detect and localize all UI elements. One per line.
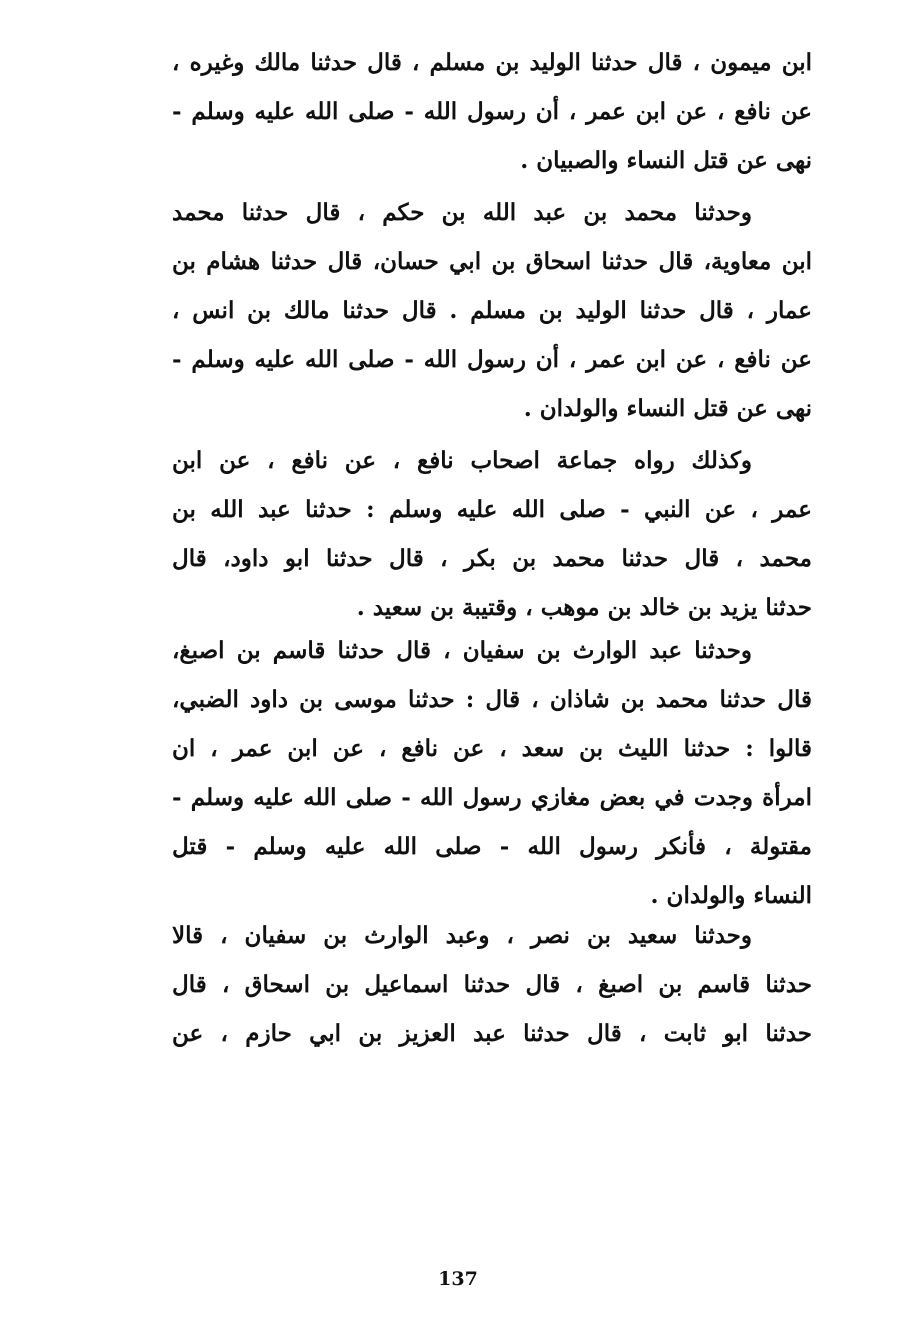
text-line: وحدثنا سعيد بن نصر ، وعبد الوارث بن سفيان ، قالا	[172, 922, 752, 949]
paragraph-3	[172, 436, 812, 632]
text-line: مقتولة ، فأنكر رسول الله - صلى الله عليه وسلم - قتل	[172, 833, 812, 860]
text-line: قالوا : حدثنا الليث بن سعد ، عن نافع ، عن ابن عمر ، ان	[172, 735, 812, 762]
text-line: عن نافع ، عن ابن عمر ، أن رسول الله - صلى الله عليه وسلم -	[172, 346, 812, 373]
text-line: عن نافع ، عن ابن عمر ، أن رسول الله - صلى الله عليه وسلم -	[172, 98, 812, 125]
text-line: وحدثنا عبد الوارث بن سفيان ، قال حدثنا قاسم بن اصبغ،	[172, 637, 752, 664]
text-line: محمد ، قال حدثنا محمد بن بكر ، قال حدثنا ابو داود، قال	[172, 545, 812, 572]
text-line: النساء والولدان .	[650, 882, 812, 909]
paragraph-2	[172, 188, 812, 433]
text-line: حدثنا ابو ثابت ، قال حدثنا عبد العزيز بن ابي حازم ، عن	[172, 1020, 812, 1047]
paragraph-5	[172, 911, 812, 1058]
text-line: وكذلك رواه جماعة اصحاب نافع ، عن نافع ، عن ابن	[172, 447, 752, 474]
text-line: عمار ، قال حدثنا الوليد بن مسلم . قال حدثنا مالك بن انس ،	[172, 297, 812, 324]
paragraph-1	[172, 38, 812, 185]
paragraph-4	[172, 626, 812, 920]
text-line: نهى عن قتل النساء والولدان .	[523, 395, 812, 422]
text-line: نهى عن قتل النساء والصبيان .	[520, 147, 812, 174]
text-line: قال حدثنا محمد بن شاذان ، قال : حدثنا موسى بن داود الضبي،	[172, 686, 812, 713]
text-line: ابن ميمون ، قال حدثنا الوليد بن مسلم ، قال حدثنا مالك وغيره ،	[172, 49, 812, 76]
page-number: 137	[438, 1268, 478, 1290]
text-line: حدثنا قاسم بن اصبغ ، قال حدثنا اسماعيل بن اسحاق ، قال	[172, 971, 812, 998]
text-line: حدثنا يزيد بن خالد بن موهب ، وقتيبة بن سعيد .	[356, 594, 812, 621]
text-line: ابن معاوية، قال حدثنا اسحاق بن ابي حسان، قال حدثنا هشام بن	[172, 248, 812, 275]
text-line: امرأة وجدت في بعض مغازي رسول الله - صلى الله عليه وسلم -	[172, 784, 812, 811]
text-line: وحدثنا محمد بن عبد الله بن حكم ، قال حدثنا محمد	[172, 199, 752, 226]
text-line: عمر ، عن النبي - صلى الله عليه وسلم : حدثنا عبد الله بن	[172, 496, 812, 523]
